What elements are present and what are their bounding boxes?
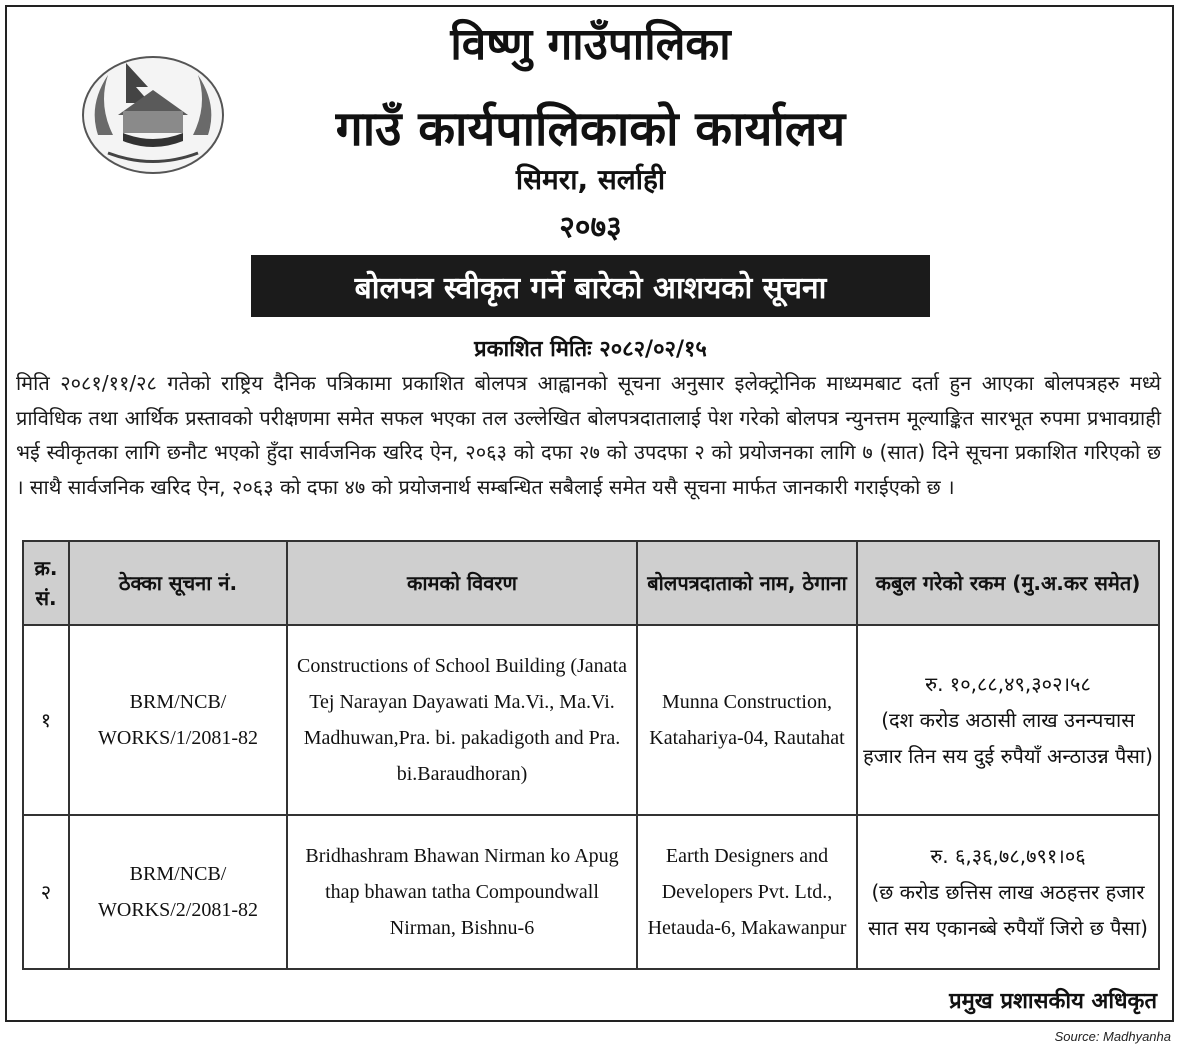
office-title: गाउँ कार्यपालिकाको कार्यालय [335, 101, 846, 157]
amount-words: (छ करोड छत्तिस लाख अठहत्तर हजार सात सय एकानब्बे रुपैयाँ जिरो छ पैसा) [868, 880, 1148, 940]
header-sn: क्र. सं. [23, 541, 69, 625]
amount-figure: रु. १०,८८,४९,३०२।५८ [925, 672, 1091, 696]
notice-title: बोलपत्र स्वीकृत गर्ने बारेको आशयको सूचना [354, 270, 827, 306]
cell-amount [857, 625, 1159, 815]
cell-work-description: Bridhashram Bhawan Nirman ko Apug thap bhawan tatha Compoundwall Nirman, Bishnu-6 [287, 815, 637, 969]
table-row [23, 625, 1159, 815]
header-work-description: कामको विवरण [287, 541, 637, 625]
source-credit: Source: Madhyanha [1054, 1029, 1171, 1044]
table-header-row [23, 541, 1159, 625]
cell-amount [857, 815, 1159, 969]
header-bidder: बोलपत्रदाताको नाम, ठेगाना [637, 541, 857, 625]
amount-words: (दश करोड अठासी लाख उनन्पचास हजार तिन सय दुई रुपैयाँ अन्ठाउन्न पैसा) [863, 708, 1153, 768]
notice-title-banner [251, 255, 930, 317]
cell-sn: १ [23, 625, 69, 815]
header-contract-no: ठेक्का सूचना नं. [69, 541, 287, 625]
cell-contract-no: BRM/NCB/ WORKS/1/2081-82 [69, 625, 287, 815]
table-row [23, 815, 1159, 969]
award-table [22, 540, 1160, 970]
cell-contract-no: BRM/NCB/ WORKS/2/2081-82 [69, 815, 287, 969]
office-year: २०७३ [559, 210, 622, 245]
published-date: प्रकाशित मितिः २०८२/०२/१५ [474, 337, 707, 362]
header-amount: कबुल गरेको रकम (मु.अ.कर समेत) [857, 541, 1159, 625]
cell-bidder: Munna Construction, Katahariya-04, Rautahat [637, 625, 857, 815]
notice-paragraph: मिति २०८१/११/२८ गतेको राष्ट्रिय दैनिक पत्रिकामा प्रकाशित बोलपत्र आह्वानको सूचना अनुसार इलेक्ट्रोनिक माध्यमबाट दर्ता हुन आएका बोलपत्रहरु मध्ये प्राविधिक तथा आर्थिक प्रस्तावको परीक्षणमा समेत सफल भएका तल उल्लेखित बोलपत्रदातालाई पेश गरेको बोलपत्र न्युनत्तम मूल्याङ्कित सारभूत रुपमा प्रभावग्राही भई स्वीकृतका लागि छनौट भएको हुँदा सार्वजनिक खरिद ऐन, २०६३ को दफा २७ को उपदफा २ को प्रयोजनका लागि ७ (सात) दिने सूचना प्रकाशित गरिएको छ । साथै सार्वजनिक खरिद ऐन, २०६३ को दफा ४७ को प्रयोजनार्थ सम्बन्धित सबैलाई समेत यसै सूचना मार्फत जानकारी गराईएको छ । [16, 371, 1161, 499]
amount-figure: रु. ६,३६,७८,७९१।०६ [930, 844, 1086, 868]
cell-bidder: Earth Designers and Developers Pvt. Ltd., Hetauda-6, Makawanpur [637, 815, 857, 969]
signatory-title: प्रमुख प्रशासकीय अधिकृत [949, 989, 1157, 1014]
cell-sn: २ [23, 815, 69, 969]
office-name: विष्णु गाउँपालिका [450, 19, 731, 70]
cell-work-description: Constructions of School Building (Janata Tej Narayan Dayawati Ma.Vi., Ma.Vi. Madhuwan,Pra. bi. pakadigoth and Pra. bi.Baraudhoran) [287, 625, 637, 815]
office-location: सिमरा, सर्लाही [515, 163, 666, 196]
